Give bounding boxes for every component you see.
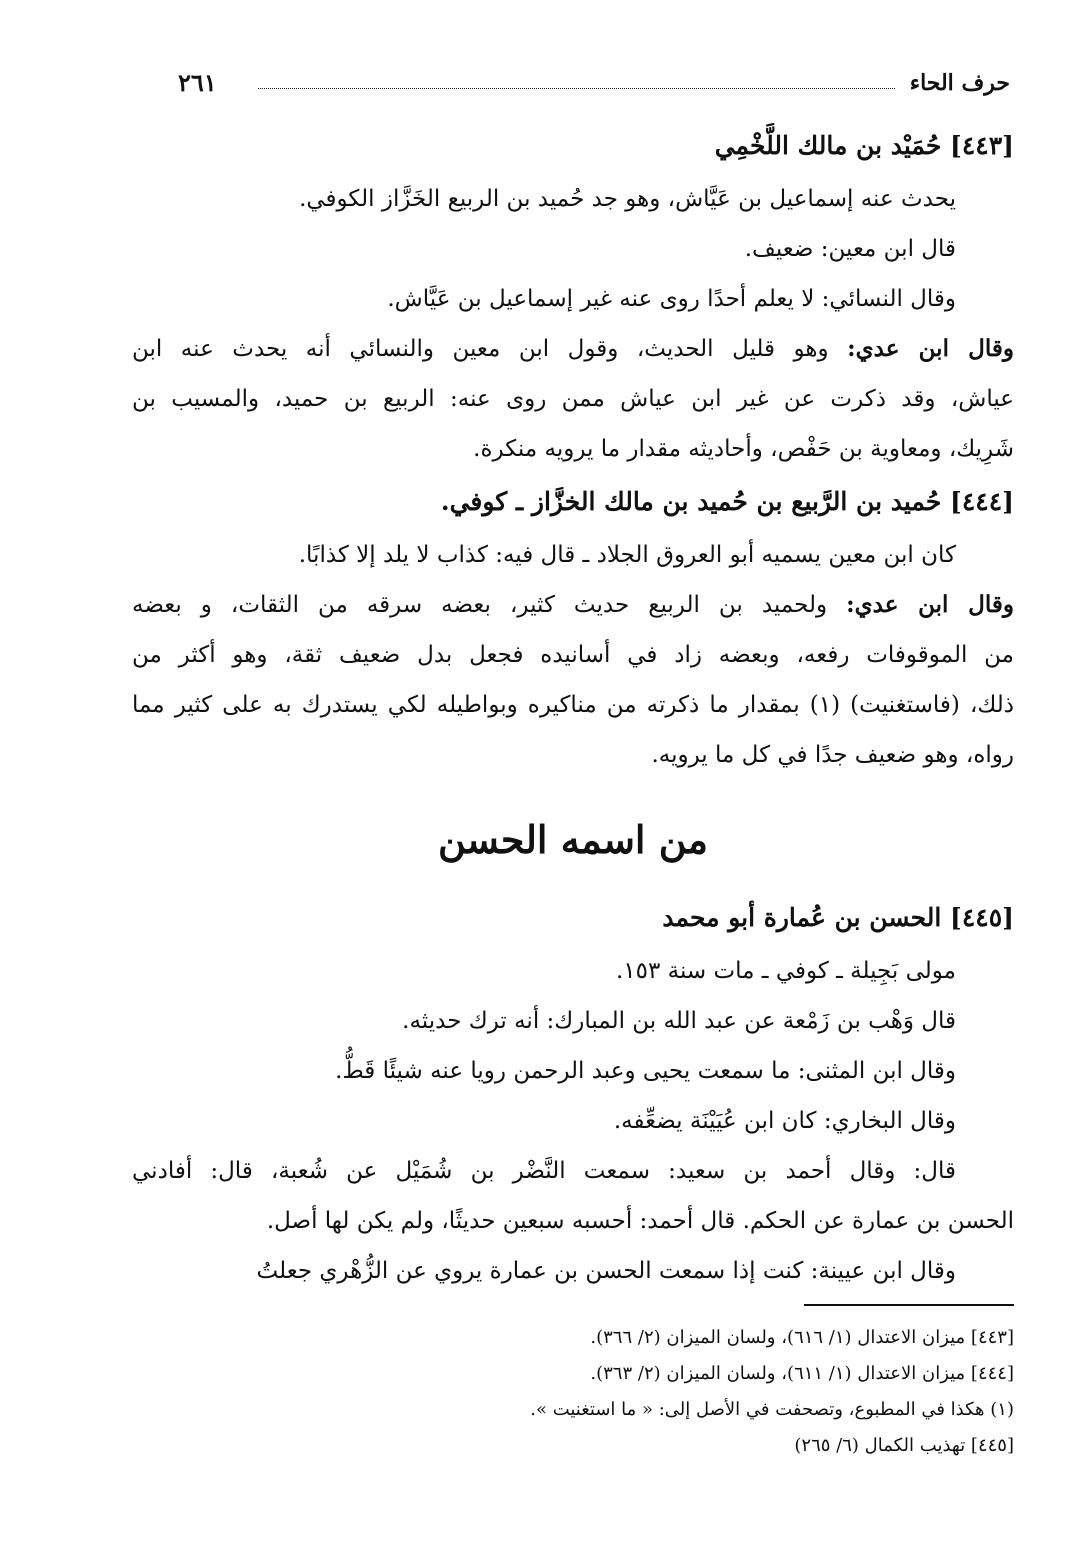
text-line: [132, 580, 1014, 630]
footnotes: [132, 1304, 1014, 1464]
footnote: [٤٤٥] تهذيب الكمال (٦/ ٢٦٥): [794, 1435, 1014, 1456]
text-line: مولى بَجِيلة ـ كوفي ـ مات سنة ١٥٣.: [615, 958, 956, 984]
line-text: ولحميد بن الربيع حديث كثير، بعضه سرقه من الثقات، و بعضه: [132, 592, 847, 618]
text-line: وقال البخاري: كان ابن عُيَيْنَة يضعِّفه.: [613, 1108, 956, 1134]
line-text: وهو قليل الحديث، وقول ابن معين والنسائي أنه يحدث عنه ابن: [132, 336, 848, 362]
entry-heading: [٤٤٤] حُميد بن الرَّبيع بن حُميد بن مالك الخزَّاز ـ كوفي.: [440, 487, 1014, 516]
running-title: حرف الحاء: [909, 70, 1010, 96]
text-line: قال وَهْب بن زَمْعة عن عبد الله بن المبارك: أنه ترك حديثه.: [402, 1008, 956, 1034]
text-line: رواه، وهو ضعيف جدًا في كل ما يرويه.: [651, 742, 1014, 768]
text-line: عياش، وقد ذكرت عن غير ابن عياش ممن روى عنه: الربيع بن حميد، والمسيب بن: [132, 386, 1014, 412]
text-line: شَرِيك، ومعاوية بن حَفْص، وأحاديثه مقدار ما يرويه منكرة.: [473, 436, 1014, 462]
footnote: (١) هكذا في المطبوع، وتصحفت في الأصل إلى: « ما استغنيت ».: [530, 1399, 1014, 1420]
speaker-label: وقال ابن عدي:: [846, 591, 1014, 618]
text-line: ذلك، (فاستغنيت) (١) بمقدار ما ذكرته من مناكيره وبواطيله لكي يستدرك به على كثير مما: [132, 692, 1014, 718]
page-body: [132, 118, 1014, 1296]
entry-heading: [٤٤٥] الحسن بن عُمارة أبو محمد: [662, 903, 1014, 932]
speaker-label: وقال ابن عدي:: [847, 335, 1014, 362]
header-rule: [258, 88, 895, 89]
text-line: وقال النسائي: لا يعلم أحدًا روى عنه غير إسماعيل بن عَيَّاش.: [387, 286, 956, 312]
text-line: الحسن بن عمارة عن الحكم. قال أحمد: أحسبه سبعين حديثًا، ولم يكن لها أصل.: [266, 1208, 1014, 1234]
text-line: من الموقوفات رفعه، وبعضه زاد في أسانيده فجعل بدل ضعيف ثقة، وهو أكثر من: [132, 642, 1014, 668]
entry-heading: [٤٤٣] حُمَيْد بن مالك اللَّخْمِي: [714, 131, 1014, 160]
footnote: [٤٤٣] ميزان الاعتدال (١/ ٦١٦)، ولسان الميزان (٢/ ٣٦٦).: [590, 1327, 1014, 1348]
footnote: [٤٤٤] ميزان الاعتدال (١/ ٦١١)، ولسان الميزان (٢/ ٣٦٣).: [590, 1363, 1014, 1384]
text-line: قال ابن معين: ضعيف.: [744, 236, 956, 262]
text-line: يحدث عنه إسماعيل بن عَيَّاش، وهو جد حُميد بن الربيع الخَزَّاز الكوفي.: [299, 186, 956, 212]
text-line: وقال ابن المثنى: ما سمعت يحيى وعبد الرحمن رويا عنه شيئًا قَطُّ.: [335, 1058, 956, 1084]
page-header: [160, 66, 1010, 106]
footnote-rule: [804, 1304, 1014, 1306]
text-line: [132, 324, 1014, 374]
page-number: ٢٦١: [178, 68, 217, 97]
text-line: قال: وقال أحمد بن سعيد: سمعت النَّضْر بن شُمَيْل عن شُعبة، قال: أفادني: [132, 1158, 956, 1184]
section-heading: من اسمه الحسن: [438, 817, 708, 862]
text-line: كان ابن معين يسميه أبو العروق الجلاد ـ قال فيه: كذاب لا يلد إلا كذابًا.: [298, 542, 956, 568]
text-line: وقال ابن عيينة: كنت إذا سمعت الحسن بن عمارة يروي عن الزُّهْري جعلتُ: [256, 1258, 956, 1284]
